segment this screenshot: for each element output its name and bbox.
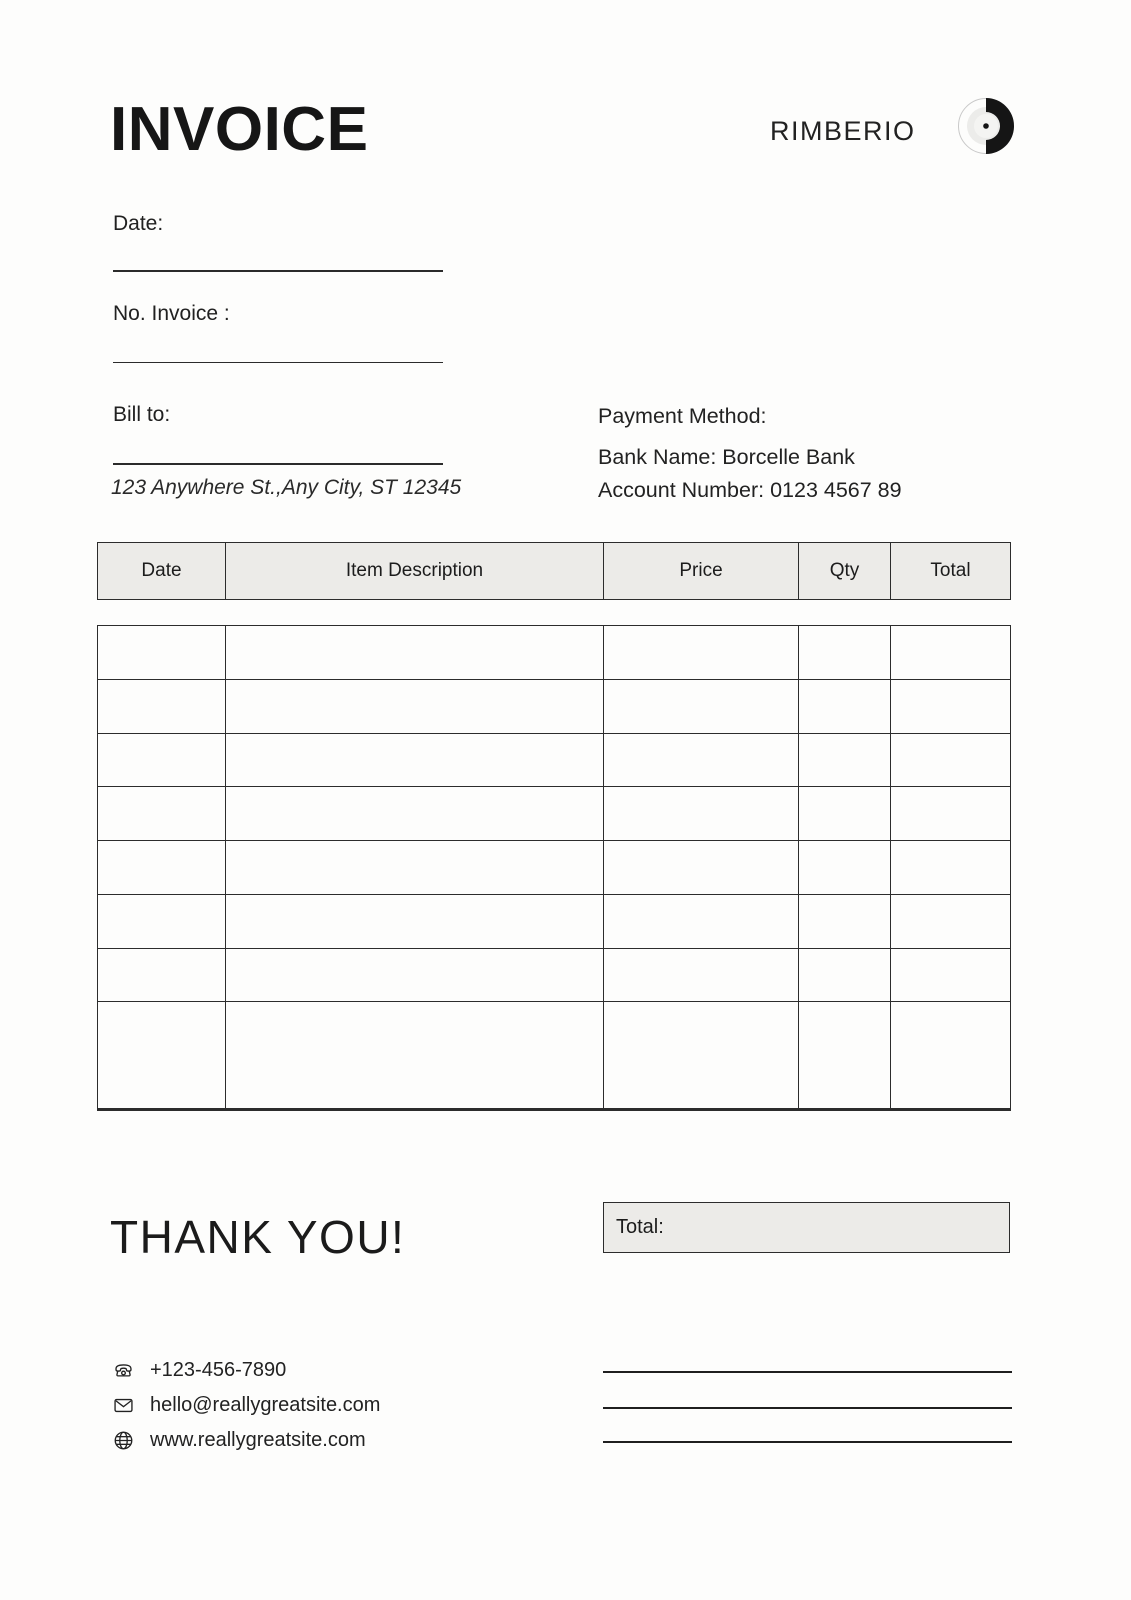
col-header-date: Date <box>98 543 226 600</box>
table-cell-empty <box>799 733 891 787</box>
table-cell-empty <box>226 626 604 680</box>
table-cell-empty <box>226 894 604 948</box>
items-table-header <box>97 542 1011 600</box>
table-cell-empty <box>98 733 226 787</box>
brand-name: RIMBERIO <box>770 116 916 146</box>
table-cell-empty <box>891 733 1011 787</box>
billing-address: 123 Anywhere St.,Any City, ST 12345 <box>111 476 462 499</box>
table-cell-empty <box>98 841 226 895</box>
table-cell-empty <box>891 948 1011 1002</box>
phone-icon <box>112 1359 135 1382</box>
contact-phone: +123-456-7890 <box>150 1358 287 1381</box>
table-cell-empty <box>604 841 799 895</box>
contact-website-row <box>112 1428 380 1452</box>
table-row <box>98 948 1011 1002</box>
table-cell-empty <box>98 626 226 680</box>
table-cell-empty <box>226 787 604 841</box>
table-cell-empty <box>226 733 604 787</box>
payment-method-label: Payment Method: <box>598 404 767 428</box>
table-cell-empty <box>891 626 1011 680</box>
table-cell-empty <box>891 787 1011 841</box>
col-header-price: Price <box>604 543 799 600</box>
page-title: INVOICE <box>110 95 369 164</box>
table-cell-empty <box>604 948 799 1002</box>
invoice-no-label: No. Invoice : <box>113 302 230 325</box>
table-cell-empty <box>98 679 226 733</box>
signature-line <box>603 1441 1012 1443</box>
table-cell-empty <box>799 679 891 733</box>
table-cell-empty <box>226 679 604 733</box>
contact-email: hello@reallygreatsite.com <box>150 1393 381 1416</box>
table-cell-empty <box>799 894 891 948</box>
table-cell-empty <box>226 948 604 1002</box>
date-fill-line <box>113 270 443 272</box>
table-cell-empty <box>226 1002 604 1110</box>
contact-block <box>112 1358 380 1463</box>
invoice-no-fill-line <box>113 362 443 363</box>
bill-to-fill-line <box>113 463 443 465</box>
half-ring-target-icon <box>956 96 1016 156</box>
bill-to-label: Bill to: <box>113 403 171 426</box>
table-cell-empty <box>891 679 1011 733</box>
table-row <box>98 626 1011 680</box>
table-cell-empty <box>799 948 891 1002</box>
brand-block <box>770 108 1018 168</box>
signature-line <box>603 1371 1012 1373</box>
table-cell-empty <box>226 841 604 895</box>
globe-icon <box>112 1429 135 1452</box>
col-header-total: Total <box>891 543 1011 600</box>
table-cell-empty <box>891 841 1011 895</box>
items-rows <box>98 626 1011 1110</box>
table-cell-empty <box>98 1002 226 1110</box>
signature-line <box>603 1407 1012 1409</box>
table-cell-empty <box>891 1002 1011 1110</box>
table-cell-empty <box>604 626 799 680</box>
table-row <box>98 1002 1011 1110</box>
table-row <box>98 841 1011 895</box>
table-cell-empty <box>98 894 226 948</box>
table-row <box>98 787 1011 841</box>
table-cell-empty <box>891 894 1011 948</box>
table-cell-empty <box>799 841 891 895</box>
col-header-item-description: Item Description <box>226 543 604 600</box>
table-cell-empty <box>604 733 799 787</box>
table-cell-empty <box>799 1002 891 1110</box>
table-row <box>98 894 1011 948</box>
items-table-body <box>97 625 1011 1111</box>
table-row <box>98 733 1011 787</box>
envelope-icon <box>112 1394 135 1417</box>
total-box <box>603 1202 1010 1253</box>
total-label: Total: <box>616 1216 664 1238</box>
contact-email-row <box>112 1393 380 1417</box>
table-cell-empty <box>799 626 891 680</box>
table-row <box>98 679 1011 733</box>
table-cell-empty <box>604 787 799 841</box>
col-header-qty: Qty <box>799 543 891 600</box>
table-cell-empty <box>98 948 226 1002</box>
header-row <box>98 543 1011 600</box>
date-label: Date: <box>113 212 164 235</box>
table-cell-empty <box>98 787 226 841</box>
table-cell-empty <box>799 787 891 841</box>
account-number-line: Account Number: 0123 4567 89 <box>598 478 902 502</box>
table-cell-empty <box>604 894 799 948</box>
thank-you-message: THANK YOU! <box>110 1211 406 1263</box>
table-cell-empty <box>604 679 799 733</box>
contact-phone-row <box>112 1358 380 1382</box>
table-cell-empty <box>604 1002 799 1110</box>
contact-website: www.reallygreatsite.com <box>150 1428 366 1451</box>
bank-name-line: Bank Name: Borcelle Bank <box>598 445 855 469</box>
